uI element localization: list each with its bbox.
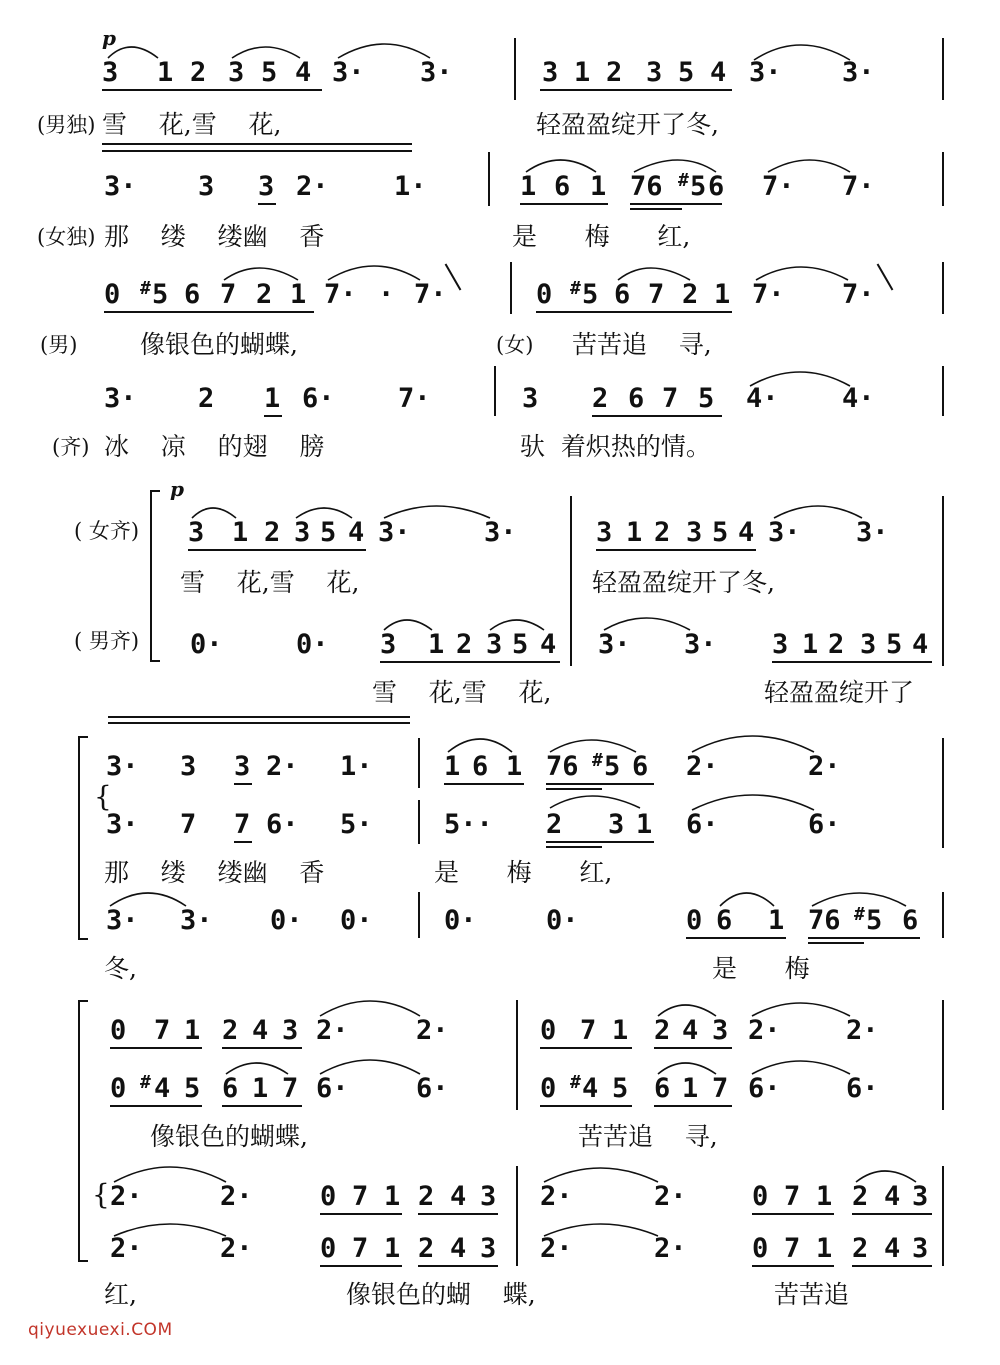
note-numeral: 4 (450, 1233, 467, 1264)
note-numeral: 3· (749, 57, 782, 88)
note-numeral: 3· (106, 905, 139, 936)
note-numeral: 4 (884, 1181, 901, 1212)
note-numeral: 1· (340, 751, 373, 782)
site-watermark: qiyuexuexi.COM (28, 1320, 173, 1340)
note-numeral: 5 (886, 629, 903, 660)
note-numeral: 4· (842, 383, 875, 414)
note-numeral: 1 (520, 171, 537, 202)
note-numeral: 4 (582, 1073, 599, 1104)
note-numeral: 1 (816, 1181, 833, 1212)
note-numeral: # (570, 1072, 581, 1093)
note-numeral: 6· (748, 1073, 781, 1104)
note-numeral: 1 (384, 1181, 401, 1212)
note-numeral: 6· (808, 809, 841, 840)
note-numeral: 3 (294, 517, 311, 548)
note-numeral: 7 (648, 279, 665, 310)
note-numeral: 3 (380, 629, 397, 660)
lyric-line: 红, (104, 1280, 137, 1309)
note-numeral: 2· (220, 1181, 253, 1212)
note-numeral: 2 (418, 1233, 435, 1264)
note-numeral: 5 (582, 279, 599, 310)
part-label: (男) (40, 333, 78, 357)
lyric-line: 是 梅 (712, 954, 810, 983)
note-numeral: 2· (540, 1181, 573, 1212)
note-numeral: 2 (852, 1181, 869, 1212)
note-numeral: 6· (686, 809, 719, 840)
lyric-line: 轻盈盈绽开了 (764, 678, 915, 707)
note-numeral: 1 (252, 1073, 269, 1104)
note-numeral: 2 (264, 517, 281, 548)
note-numeral: 6 (716, 905, 733, 936)
note-numeral: 2 (682, 279, 699, 310)
note-numeral: 1 (506, 751, 523, 782)
note-numeral: 0 (540, 1073, 557, 1104)
note-numeral: 7 (784, 1233, 801, 1264)
note-numeral: 5 (604, 751, 621, 782)
note-numeral: 1 (157, 57, 174, 88)
note-numeral: 6· (302, 383, 335, 414)
note-numeral: 1 (384, 1233, 401, 1264)
note-numeral: 1 (768, 905, 785, 936)
note-numeral: 4 (252, 1015, 269, 1046)
note-numeral: 6· (846, 1073, 879, 1104)
note-numeral: 76 (546, 751, 579, 782)
note-numeral: 3· (106, 809, 139, 840)
note-numeral: 1 (636, 809, 653, 840)
note-numeral: 2 (256, 279, 273, 310)
note-numeral: 3 (234, 751, 251, 782)
note-numeral: 0 (110, 1073, 127, 1104)
note-numeral: 2· (266, 751, 299, 782)
note-numeral: 7· (398, 383, 431, 414)
note-numeral: 4 (154, 1073, 171, 1104)
note-numeral: 3 (912, 1233, 929, 1264)
note-numeral: 6 (554, 171, 571, 202)
lyric-line: 是 梅 红, (512, 222, 691, 251)
note-numeral: 3 (198, 171, 215, 202)
note-numeral: 3 (772, 629, 789, 660)
note-numeral: 6 (628, 383, 645, 414)
note-numeral: 0 (110, 1015, 127, 1046)
lyric-line: 雪 花,雪 花, (372, 678, 552, 707)
note-numeral: 2· (654, 1181, 687, 1212)
note-numeral: 1 (612, 1015, 629, 1046)
dynamic-piano-mark: p (102, 26, 116, 50)
note-numeral: 2 (222, 1015, 239, 1046)
lyric-line: 冰 凉 的翅 膀 (104, 432, 325, 461)
note-numeral: 2 (418, 1181, 435, 1212)
lyric-line: 驮 着炽热的情。 (520, 432, 711, 461)
note-numeral: 3· (768, 517, 801, 548)
part-label: (男独) (37, 113, 96, 137)
note-numeral: 2· (316, 1015, 349, 1046)
note-numeral: 6 (632, 751, 649, 782)
note-numeral: 5·· (444, 809, 493, 840)
note-numeral: 5· (340, 809, 373, 840)
note-numeral: 5 (512, 629, 529, 660)
note-numeral: 7· (414, 279, 447, 310)
note-numeral: 3· (104, 171, 137, 202)
note-numeral: 4 (540, 629, 557, 660)
note-numeral: 0 (104, 279, 121, 310)
note-numeral: 3· (104, 383, 137, 414)
note-numeral: 3 (860, 629, 877, 660)
note-numeral: 3· (420, 57, 453, 88)
part-label: ( 男齐) (74, 629, 140, 653)
lyric-line: 像银色的蝴蝶, (140, 330, 298, 359)
note-numeral: 7 (712, 1073, 729, 1104)
note-numeral: 7· (324, 279, 357, 310)
note-numeral: 0· (190, 629, 223, 660)
note-numeral: · (378, 279, 395, 310)
note-numeral: 0 (752, 1233, 769, 1264)
note-numeral: 3 (542, 57, 559, 88)
note-numeral: 3· (484, 517, 517, 548)
note-numeral: # (140, 278, 151, 299)
note-numeral: 3· (180, 905, 213, 936)
note-numeral: 3 (480, 1233, 497, 1264)
note-numeral: 3 (712, 1015, 729, 1046)
note-numeral: 2· (296, 171, 329, 202)
lyric-line: 像银色的蝴 蝶, (346, 1280, 536, 1309)
note-numeral: 3· (842, 57, 875, 88)
note-numeral: 3· (684, 629, 717, 660)
note-numeral: 2 (828, 629, 845, 660)
note-numeral: 4 (295, 57, 312, 88)
note-numeral: 0· (340, 905, 373, 936)
note-numeral: 3 (102, 57, 119, 88)
note-numeral: 1 (428, 629, 445, 660)
note-numeral: 2· (654, 1233, 687, 1264)
note-numeral: 1 (444, 751, 461, 782)
lyric-line: 像银色的蝴蝶, (150, 1122, 308, 1151)
lyric-line: 轻盈盈绽开了冬, (592, 568, 775, 597)
note-numeral: 6 (902, 905, 919, 936)
note-numeral: 1 (714, 279, 731, 310)
note-numeral: 6 (614, 279, 631, 310)
note-numeral: 2· (846, 1015, 879, 1046)
note-numeral: 7· (842, 279, 875, 310)
note-numeral: # (678, 170, 689, 191)
note-numeral: 3· (106, 751, 139, 782)
part-label: ( 女齐) (74, 519, 140, 543)
note-numeral: 1 (184, 1015, 201, 1046)
note-numeral: 5 (612, 1073, 629, 1104)
note-numeral: 2 (198, 383, 215, 414)
note-numeral: 2· (110, 1233, 143, 1264)
lyric-line: 雪 花,雪 花, (102, 110, 282, 139)
note-numeral: 7· (842, 171, 875, 202)
note-numeral: 2· (808, 751, 841, 782)
note-numeral: 7 (352, 1181, 369, 1212)
note-numeral: 76 (808, 905, 841, 936)
note-numeral: # (570, 278, 581, 299)
note-numeral: 3 (608, 809, 625, 840)
lyric-line: 苦苦追 寻, (572, 330, 712, 359)
note-numeral: 7 (580, 1015, 597, 1046)
note-numeral: 1 (626, 517, 643, 548)
note-numeral: 5 (678, 57, 695, 88)
note-numeral: 7 (180, 809, 197, 840)
note-numeral: 6 (708, 171, 725, 202)
note-numeral: 4 (348, 517, 365, 548)
note-numeral: 4 (884, 1233, 901, 1264)
note-numeral: 5 (866, 905, 883, 936)
note-numeral: 0· (444, 905, 477, 936)
lyric-line: 轻盈盈绽开了冬, (536, 110, 719, 139)
note-numeral: 4 (450, 1181, 467, 1212)
note-numeral: 5 (698, 383, 715, 414)
dynamic-piano-mark: p (170, 477, 184, 501)
note-numeral: 7 (220, 279, 237, 310)
note-numeral: 7 (282, 1073, 299, 1104)
note-numeral: 5 (261, 57, 278, 88)
note-numeral: 1 (682, 1073, 699, 1104)
note-numeral: 2· (220, 1233, 253, 1264)
note-numeral: 1 (816, 1233, 833, 1264)
lyric-line: 冬, (104, 954, 137, 983)
note-numeral: 76 (630, 171, 663, 202)
note-numeral: 1 (590, 171, 607, 202)
note-numeral: 3 (486, 629, 503, 660)
note-numeral: 0 (752, 1181, 769, 1212)
note-numeral: 0 (536, 279, 553, 310)
lyric-line: 是 梅 红, (434, 858, 613, 887)
note-numeral: 4 (682, 1015, 699, 1046)
note-numeral: 1 (574, 57, 591, 88)
note-numeral: 1· (394, 171, 427, 202)
note-numeral: 2 (456, 629, 473, 660)
note-numeral: 3 (596, 517, 613, 548)
note-numeral: 2· (110, 1181, 143, 1212)
note-numeral: 2 (852, 1233, 869, 1264)
note-numeral: 4 (738, 517, 755, 548)
note-numeral: 5 (184, 1073, 201, 1104)
note-numeral: 2 (654, 517, 671, 548)
note-numeral: 7· (762, 171, 795, 202)
note-numeral: 7 (234, 809, 251, 840)
note-numeral: 4 (710, 57, 727, 88)
note-numeral: 7 (154, 1015, 171, 1046)
note-numeral: 2 (592, 383, 609, 414)
note-numeral: 2· (540, 1233, 573, 1264)
note-numeral: 6 (184, 279, 201, 310)
note-numeral: 6· (316, 1073, 349, 1104)
note-numeral: 2· (686, 751, 719, 782)
note-numeral: 6 (472, 751, 489, 782)
note-numeral: 5 (690, 171, 707, 202)
note-numeral: 2 (606, 57, 623, 88)
note-numeral: 6· (266, 809, 299, 840)
note-numeral: 2 (190, 57, 207, 88)
note-numeral: 7· (752, 279, 785, 310)
note-numeral: 6 (222, 1073, 239, 1104)
note-numeral: # (592, 750, 603, 771)
note-numeral: 0 (320, 1181, 337, 1212)
note-numeral: 7 (784, 1181, 801, 1212)
lyric-line: 苦苦追 (774, 1280, 850, 1309)
note-numeral: 5 (152, 279, 169, 310)
note-numeral: 1 (264, 383, 281, 414)
note-numeral: 5 (712, 517, 729, 548)
note-numeral: 3 (258, 171, 275, 202)
note-numeral: 1 (802, 629, 819, 660)
note-numeral: 7 (662, 383, 679, 414)
note-numeral: 3· (598, 629, 631, 660)
lyric-line: 那 缕 缕幽 香 (104, 858, 325, 887)
note-numeral: 0· (296, 629, 329, 660)
note-numeral: 3 (646, 57, 663, 88)
note-numeral: 2· (748, 1015, 781, 1046)
lyric-line: 苦苦追 寻, (578, 1122, 718, 1151)
note-numeral: 0· (270, 905, 303, 936)
note-numeral: 5 (320, 517, 337, 548)
note-numeral: 3· (378, 517, 411, 548)
note-numeral: 3 (912, 1181, 929, 1212)
note-numeral: 1 (232, 517, 249, 548)
note-numeral: 2 (546, 809, 563, 840)
note-numeral: 7 (352, 1233, 369, 1264)
note-numeral: 0 (540, 1015, 557, 1046)
note-numeral: # (140, 1072, 151, 1093)
lyric-line: 雪 花,雪 花, (180, 568, 360, 597)
note-numeral: 3 (282, 1015, 299, 1046)
note-numeral: 3 (480, 1181, 497, 1212)
note-numeral: 2 (654, 1015, 671, 1046)
lyric-line: 那 缕 缕幽 香 (104, 222, 325, 251)
note-numeral: 0· (546, 905, 579, 936)
part-label: (齐) (52, 435, 90, 459)
note-numeral: 3· (332, 57, 365, 88)
note-numeral: 1 (290, 279, 307, 310)
note-numeral: 3 (228, 57, 245, 88)
note-numeral: 3 (188, 517, 205, 548)
note-numeral: 4 (912, 629, 929, 660)
note-numeral: 6 (654, 1073, 671, 1104)
note-numeral: 3· (856, 517, 889, 548)
part-label: (女) (496, 333, 534, 357)
note-numeral: 2· (416, 1015, 449, 1046)
note-numeral: 3 (686, 517, 703, 548)
note-numeral: 0 (320, 1233, 337, 1264)
part-label: (女独) (37, 225, 96, 249)
note-numeral: # (854, 904, 865, 925)
note-numeral: 3 (180, 751, 197, 782)
note-numeral: 6· (416, 1073, 449, 1104)
note-numeral: 4· (746, 383, 779, 414)
note-numeral: 0 (686, 905, 703, 936)
note-numeral: 3 (522, 383, 539, 414)
